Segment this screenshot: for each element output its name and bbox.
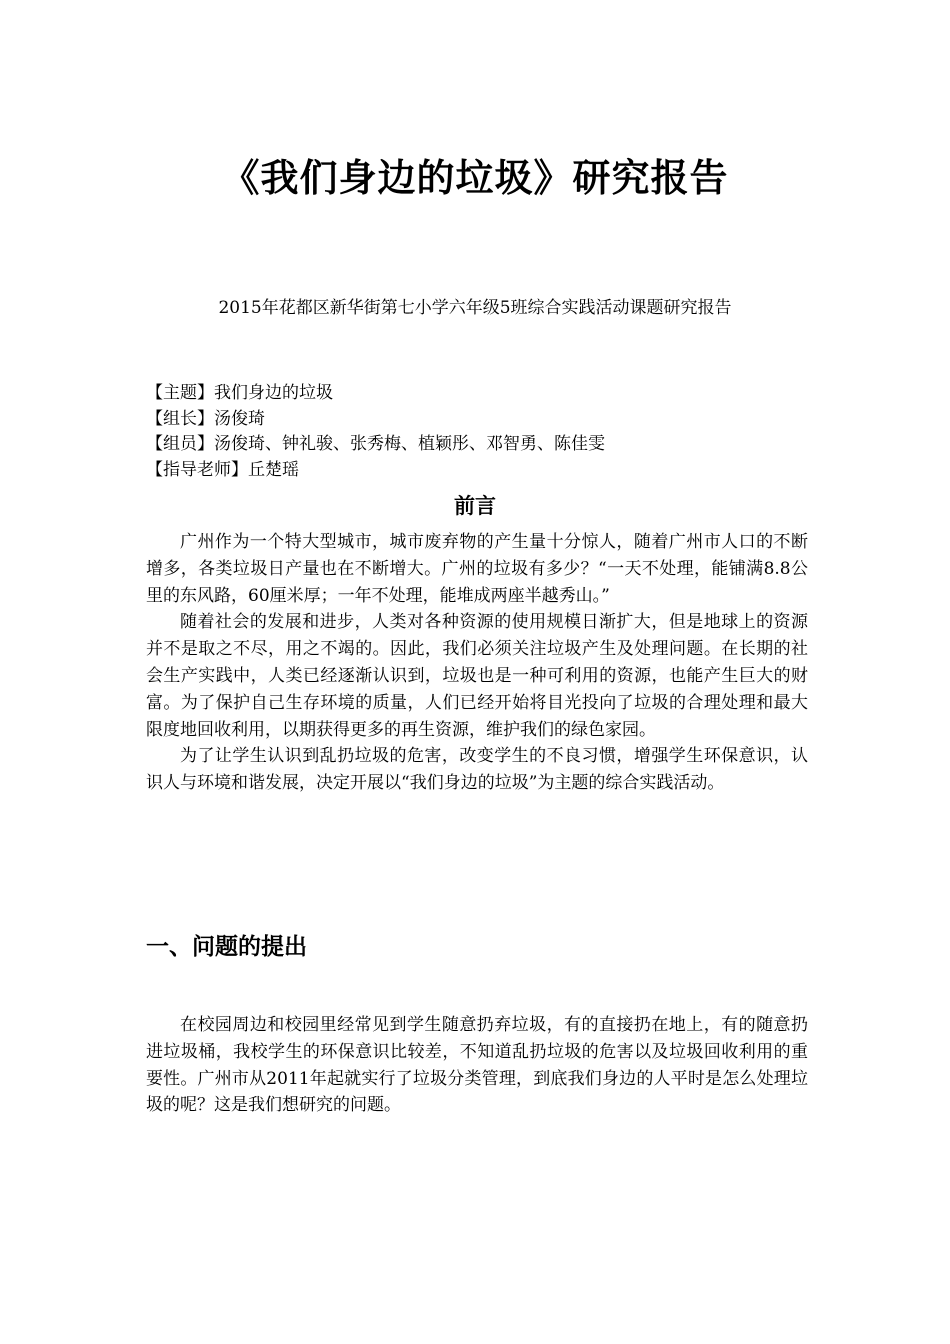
section-heading: 一、问题的提出 <box>146 933 307 960</box>
section-paragraph: 在校园周边和校园里经常见到学生随意扔弃垃圾，有的直接扔在地上，有的随意扔进垃圾桶，我校学生的环保意识比较差，不知道乱扔垃圾的危害以及垃圾回收利用的重要性。广州市从2011年起就实行了垃圾分类管理，到底我们身边的人平时是怎么处理垃圾的呢？这是我们想研究的问题。 <box>146 1015 808 1116</box>
meta-advisor: 【指导老师】丘楚瑶 <box>146 459 299 480</box>
preface-paragraph: 为了让学生认识到乱扔垃圾的危害，改变学生的不良习惯，增强学生环保意识，认识人与环境和谐发展，决定开展以“我们身边的垃圾”为主题的综合实践活动。 <box>146 746 808 794</box>
document-title: 《我们身边的垃圾》研究报告 <box>221 155 729 200</box>
document-subtitle: 2015年花都区新华街第七小学六年级5班综合实践活动课题研究报告 <box>218 298 732 318</box>
meta-members: 【组员】汤俊琦、钟礼骏、张秀梅、植颖彤、邓智勇、陈佳雯 <box>146 434 605 454</box>
section-body <box>146 1012 808 1119</box>
meta-topic: 【主题】我们身边的垃圾 <box>146 383 333 403</box>
preface-paragraph: 随着社会的发展和进步，人类对各种资源的使用规模日渐扩大，但是地球上的资源并不是取之不尽，用之不竭的。因此，我们必须关注垃圾产生及处理问题。在长期的社会生产实践中，人类已经逐渐认识到，垃圾也是一种可利用的资源，也能产生巨大的财富。为了保护自己生存环境的质量，人们已经开始将目光投向了垃圾的合理处理和最大限度地回收利用，以期获得更多的再生资源，维护我们的绿色家园。 <box>146 612 808 740</box>
report-meta <box>146 381 605 483</box>
preface-body <box>146 529 808 797</box>
preface-heading: 前言 <box>454 493 496 518</box>
meta-leader: 【组长】汤俊琦 <box>146 408 265 429</box>
preface-paragraph: 广州作为一个特大型城市，城市废弃物的产生量十分惊人，随着广州市人口的不断增多，各类垃圾日产量也在不断增大。广州的垃圾有多少？“一天不处理，能铺满8.8公里的东风路，60厘米厚；一年不处理，能堆成两座半越秀山。” <box>146 532 808 606</box>
